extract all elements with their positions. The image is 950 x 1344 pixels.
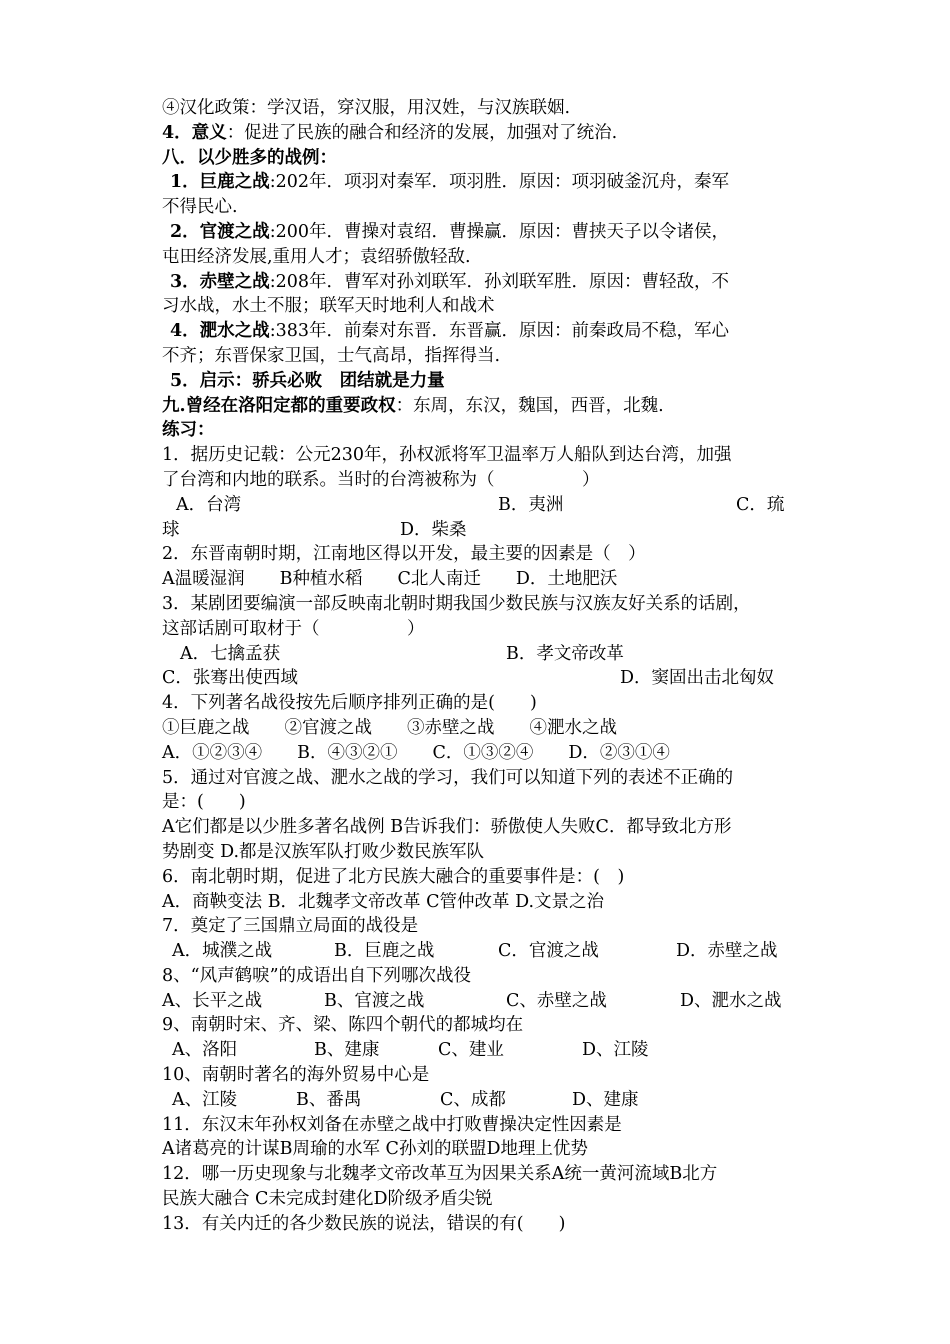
q9-option-b: B、建康 xyxy=(314,1040,380,1061)
practice-title: 练习： xyxy=(162,420,215,441)
q1-options xyxy=(162,493,802,518)
q3-option-d: D．窦固出击北匈奴 xyxy=(620,668,775,689)
battle1-text: :202年．项羽对秦军．项羽胜．原因：项羽破釜沉舟，秦军 xyxy=(269,172,729,193)
q1-option-b: B．夷洲 xyxy=(498,494,564,515)
q2-options: A温暖湿润 B种植水稻 C北人南迁 D．土地肥沃 xyxy=(162,569,618,590)
battle1 xyxy=(162,170,802,195)
q7-option-a: A．城濮之战 xyxy=(172,941,273,962)
q1-option-c: C．琉 xyxy=(736,494,785,515)
battle4-name: 4．淝水之战 xyxy=(170,321,270,342)
q12-line1: 12．哪一历史现象与北魏孝文帝改革互为因果关系A统一黄河流域B北方 xyxy=(162,1164,718,1185)
q1-option-a: A．台湾 xyxy=(176,494,242,515)
q7-options xyxy=(162,939,802,964)
q4-options: A．①②③④ B．④③②① C．①③②④ D．②③①④ xyxy=(162,742,670,763)
q1-option-c-cont: 球 xyxy=(162,519,180,540)
q3-options-2 xyxy=(162,666,802,691)
q8: 8、“风声鹤唳”的成语出自下列哪次战役 xyxy=(162,965,472,986)
q1-option-d: D．柴桑 xyxy=(400,519,467,540)
significance-text: ：促进了民族的融合和经济的发展，加强对了统治. xyxy=(226,122,618,143)
battle4-text: :383年．前秦对东晋．东晋赢．原因：前秦政局不稳，军心 xyxy=(269,321,729,342)
q3-option-c: C．张骞出使西域 xyxy=(162,668,298,689)
battle3-text: :208年．曹军对孙刘联军．孙刘联军胜．原因：曹轻敌，不 xyxy=(269,271,729,292)
section9-heading: 九.曾经在洛阳定都的重要政权 xyxy=(162,395,396,416)
q3-option-b: B．孝文帝改革 xyxy=(506,643,624,664)
section8-title: 八．以少胜多的战例： xyxy=(162,147,337,168)
q11: 11．东汉末年孙权刘备在赤壁之战中打败曹操决定性因素是 xyxy=(162,1114,622,1135)
battle4 xyxy=(162,319,802,344)
q1-line1: 1．据历史记载：公元230年，孙权派将军卫温率万人船队到达台湾，加强 xyxy=(162,445,732,466)
q10-option-c: C、成都 xyxy=(440,1089,506,1110)
battle1-name: 1．巨鹿之战 xyxy=(170,172,270,193)
battle2-name: 2．官渡之战 xyxy=(170,221,270,242)
q10-option-b: B、番禺 xyxy=(296,1089,362,1110)
q7-option-c: C．官渡之战 xyxy=(498,941,599,962)
q4-items: ①巨鹿之战 ②官渡之战 ③赤壁之战 ④淝水之战 xyxy=(162,717,617,738)
q8-options xyxy=(162,989,802,1014)
q11-options: A诸葛亮的计谋B周瑜的水军 C孙刘的联盟D地理上优势 xyxy=(162,1139,588,1160)
q7-option-b: B．巨鹿之战 xyxy=(334,941,435,962)
q3-options xyxy=(162,642,802,667)
q10-options xyxy=(162,1088,802,1113)
q5-line1: 5．通过对官渡之战、淝水之战的学习，我们可以知道下列的表述不正确的 xyxy=(162,767,734,788)
battle3 xyxy=(162,270,802,295)
q8-option-c: C、赤壁之战 xyxy=(506,990,607,1011)
q1-line2: 了台湾和内地的联系。当时的台湾被称为（ ） xyxy=(162,469,600,490)
sec7-line2 xyxy=(162,121,802,146)
q3-line2: 这部话剧可取材于（ ） xyxy=(162,618,425,639)
q9-options xyxy=(162,1038,802,1063)
q3-option-a: A．七擒孟获 xyxy=(180,643,281,664)
q4: 4．下列著名战役按先后顺序排列正确的是( ) xyxy=(162,693,537,714)
q8-option-d: D、淝水之战 xyxy=(680,990,782,1011)
q9-option-d: D、江陵 xyxy=(582,1040,649,1061)
battle2 xyxy=(162,220,802,245)
q5-line2: 是：( ) xyxy=(162,792,246,813)
q8-option-b: B、官渡之战 xyxy=(324,990,425,1011)
q3-line1: 3．某剧团要编演一部反映南北朝时期我国少数民族与汉族友好关系的话剧， xyxy=(162,593,751,614)
q10-option-d: D、建康 xyxy=(572,1089,639,1110)
battle3-cont: 习水战，水土不服；联军天时地利人和战术 xyxy=(162,296,495,317)
battle1-cont: 不得民心. xyxy=(162,197,238,218)
q12-line2: 民族大融合 C未完成封建化D阶级矛盾尖锐 xyxy=(162,1189,493,1210)
q9-option-a: A、洛阳 xyxy=(172,1040,238,1061)
q10-option-a: A、江陵 xyxy=(172,1089,238,1110)
q2: 2．东晋南朝时期，江南地区得以开发，最主要的因素是（ ） xyxy=(162,544,646,565)
q5-line3: A它们都是以少胜多著名战例 B告诉我们：骄傲使人失败C．都导致北方形 xyxy=(162,817,732,838)
document-page xyxy=(162,96,802,1237)
battle4-cont: 不齐；东晋保家卫国，士气高昂，指挥得当. xyxy=(162,345,501,366)
q7: 7．奠定了三国鼎立局面的战役是 xyxy=(162,916,419,937)
q9-option-c: C、建业 xyxy=(438,1040,504,1061)
q9: 9、南朝时宋、齐、梁、陈四个朝代的都城均在 xyxy=(162,1015,524,1036)
q10: 10、南朝时著名的海外贸易中心是 xyxy=(162,1065,430,1086)
section9-text: ：东周，东汉，魏国，西晋，北魏. xyxy=(395,395,664,416)
q7-option-d: D．赤壁之战 xyxy=(676,941,778,962)
lesson-line: 5．启示：骄兵必败 团结就是力量 xyxy=(170,370,445,391)
q1-options-2 xyxy=(162,518,802,543)
q5-line4: 势剧变 D.都是汉族军队打败少数民族军队 xyxy=(162,841,485,862)
q8-option-a: A、长平之战 xyxy=(162,990,263,1011)
q6: 6．南北朝时期，促进了北方民族大融合的重要事件是：( ) xyxy=(162,866,625,887)
q6-options: A．商鞅变法 B．北魏孝文帝改革 C管仲改革 D.文景之治 xyxy=(162,891,605,912)
q13: 13．有关内迁的各少数民族的说法，错误的有( ) xyxy=(162,1213,566,1234)
battle2-text: :200年．曹操对袁绍．曹操赢．原因：曹挟天子以令诸侯， xyxy=(269,221,729,242)
section9 xyxy=(162,394,802,419)
significance-heading: 4．意义 xyxy=(162,122,227,143)
battle3-name: 3．赤壁之战 xyxy=(170,271,270,292)
sec7-line1: ④汉化政策：学汉语，穿汉服，用汉姓，与汉族联姻. xyxy=(162,98,571,118)
battle2-cont: 屯田经济发展,重用人才；袁绍骄傲轻敌. xyxy=(162,246,471,267)
